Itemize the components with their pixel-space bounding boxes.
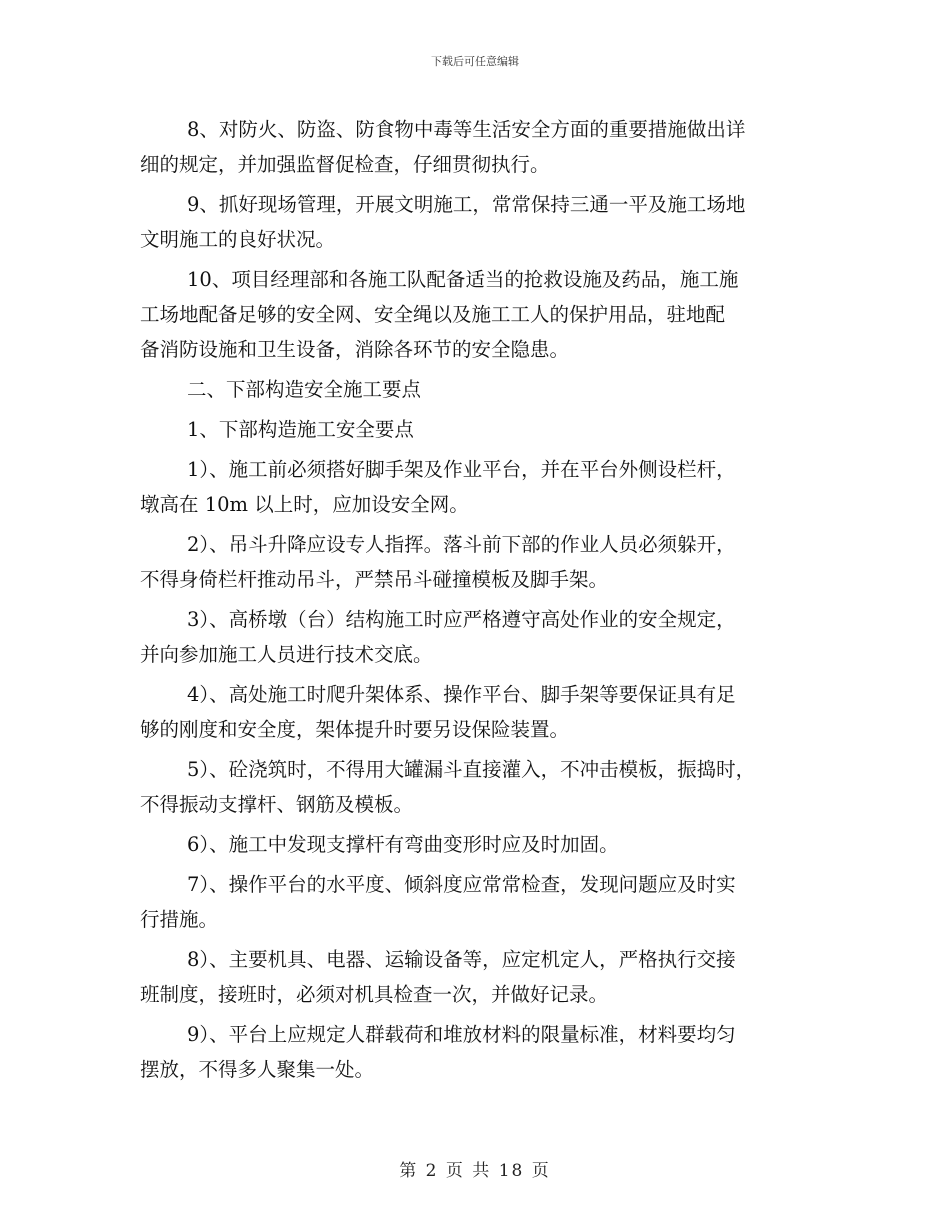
page-number: 第 2 页 共 18 页 [399, 1161, 551, 1181]
paragraph-line: 文明施工的良好状况。 [140, 228, 336, 251]
paragraph [140, 452, 822, 522]
paragraph-line: 8）、主要机具、电器、运输设备等，应定机定人，严格执行交接 [187, 948, 736, 971]
paragraph-line: 行措施。 [140, 908, 219, 931]
paragraph-line: 5）、砼浇筑时，不得用大罐漏斗直接灌入，不冲击模板，振捣时， [187, 758, 756, 781]
paragraph [140, 602, 822, 672]
paragraph-line: 9）、平台上应规定人群载荷和堆放材料的限量标准，材料要均匀 [187, 1023, 736, 1046]
paragraph-line: 不得身倚栏杆推动吊斗，严禁吊斗碰撞模板及脚手架。 [140, 568, 609, 591]
paragraph-line: 3）、高桥墩（台）结构施工时应严格遵守高处作业的安全规定， [187, 608, 736, 631]
paragraph-line: 班制度，接班时，必须对机具检查一次，并做好记录。 [140, 983, 609, 1006]
paragraph-line: 7）、操作平台的水平度、倾斜度应常常检查，发现问题应及时实 [187, 873, 736, 896]
paragraph [140, 752, 822, 822]
paragraph-line: 并向参加施工人员进行技术交底。 [140, 643, 433, 666]
paragraph-line: 10、项目经理部和各施工队配备适当的抢救设施及药品，施工施 [187, 268, 739, 291]
paragraph-line: 1）、施工前必须搭好脚手架及作业平台，并在平台外侧设栏杆， [187, 458, 736, 481]
paragraph [140, 262, 822, 367]
paragraph-line: 不得振动支撑杆、钢筋及模板。 [140, 793, 414, 816]
paragraph-line: 4）、高处施工时爬升架体系、操作平台、脚手架等要保证具有足 [187, 683, 736, 706]
paragraph [140, 677, 822, 747]
paragraph-line: 8、对防火、防盗、防食物中毒等生活安全方面的重要措施做出详 [187, 118, 746, 141]
paragraph-line: 摆放，不得多人聚集一处。 [140, 1058, 375, 1081]
header-note: 下载后可任意编辑 [431, 55, 519, 68]
paragraph [140, 867, 822, 937]
paragraph [140, 827, 822, 862]
paragraph [140, 527, 822, 597]
paragraph-line: 备消防设施和卫生设备，消除各环节的安全隐患。 [140, 338, 570, 361]
paragraph-line: 1、下部构造施工安全要点 [187, 418, 414, 441]
paragraph [140, 1017, 822, 1087]
paragraph-line: 墩高在 10m 以上时，应加设安全网。 [140, 493, 469, 516]
paragraph [140, 187, 822, 257]
paragraph [140, 112, 822, 182]
paragraph-line: 2）、吊斗升降应设专人指挥。落斗前下部的作业人员必须躲开， [187, 533, 736, 556]
paragraph-line: 二、下部构造安全施工要点 [187, 378, 422, 401]
paragraph-line: 细的规定，并加强监督促检查，仔细贯彻执行。 [140, 153, 550, 176]
paragraph [140, 412, 822, 447]
paragraph-line: 6）、施工中发现支撑杆有弯曲变形时应及时加固。 [187, 833, 619, 856]
paragraph [140, 942, 822, 1012]
paragraph-line: 工场地配备足够的安全网、安全绳以及施工工人的保护用品，驻地配 [140, 303, 726, 326]
paragraph [140, 372, 822, 407]
paragraph-line: 9、抓好现场管理，开展文明施工，常常保持三通一平及施工场地 [187, 193, 746, 216]
document-body [140, 112, 822, 1092]
paragraph-line: 够的刚度和安全度，架体提升时要另设保险装置。 [140, 718, 570, 741]
